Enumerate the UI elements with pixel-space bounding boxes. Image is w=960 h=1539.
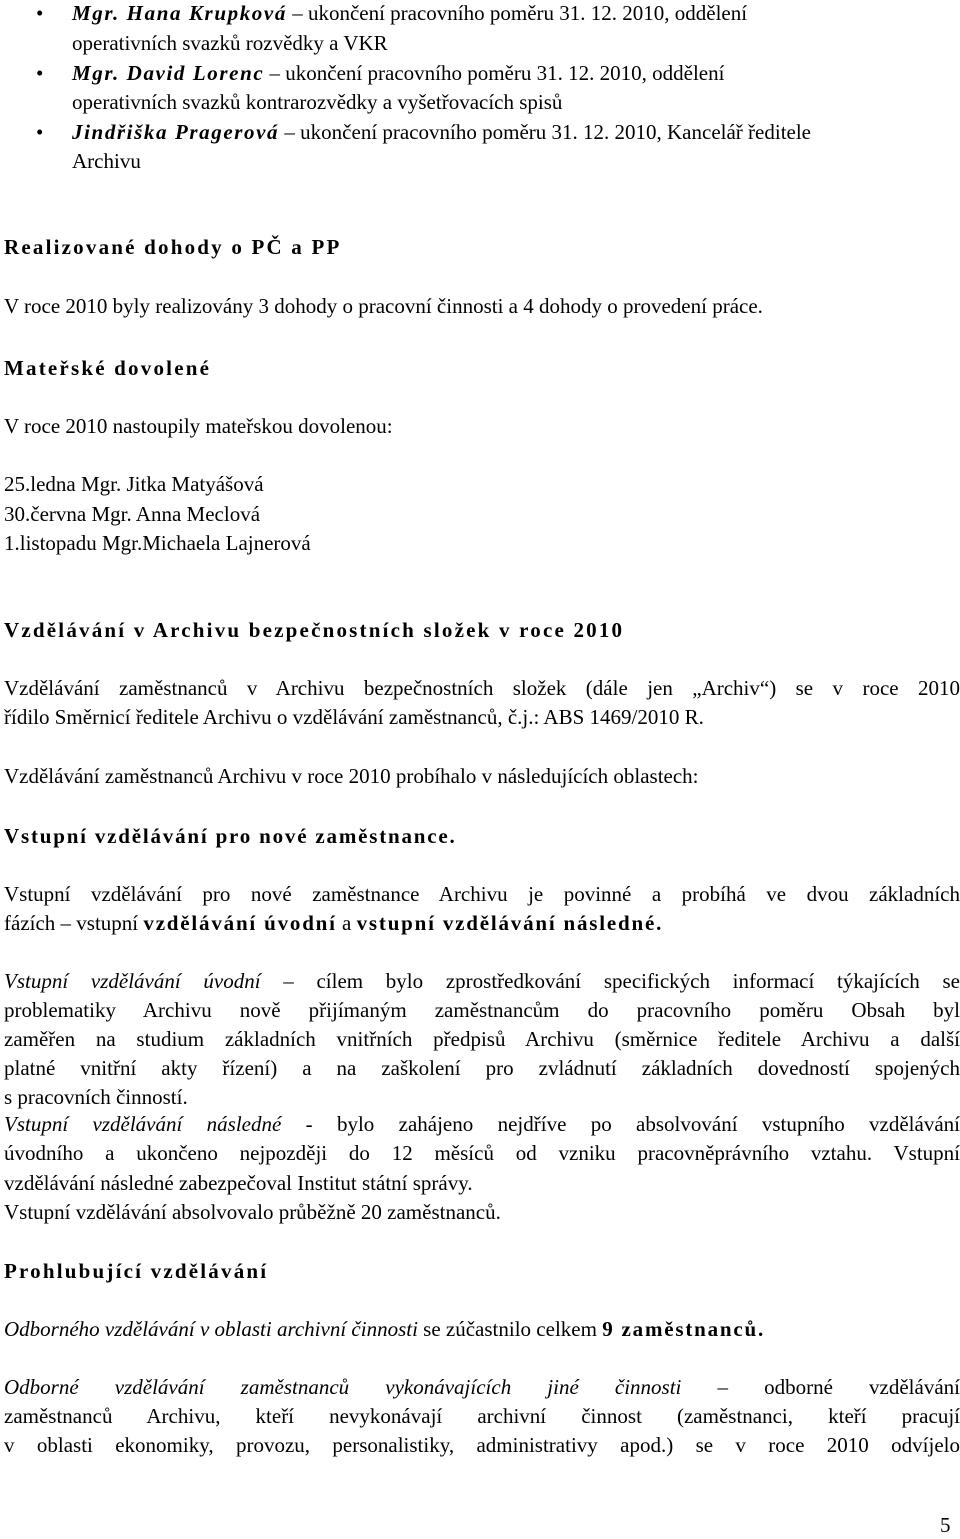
section-heading-prohlubujici: Prohlubující vzdělávání <box>4 1259 269 1283</box>
bullet-dot: • <box>36 61 44 85</box>
section-heading-dohody: Realizované dohody o PČ a PP <box>4 235 342 259</box>
uvodni-line2: problematiky Archivu nově přijímaným zaměstnancům do pracovního poměru Obsah byl <box>4 998 960 1022</box>
prohlubujici-p2-line3: v oblasti ekonomiky, provozu, personalistiky, administrativy apod.) se v roce 2010 odvíjelo <box>4 1433 960 1457</box>
text-run: - bylo zahájeno nejdříve po absolvování vstupního vzdělávání <box>281 1112 960 1136</box>
staff-name: Mgr. Hana Krupková <box>72 1 287 25</box>
staff-ending-line-cont: Archivu <box>72 149 141 173</box>
nasledne-line3: vzdělávání následné zabezpečoval Institut státní správy. <box>4 1171 473 1195</box>
bullet-dot: • <box>36 1 44 25</box>
prohlubujici-p2-line1 <box>4 1377 960 1398</box>
section-heading-materske: Mateřské dovolené <box>4 356 212 380</box>
vstupni-p-line1: Vstupní vzdělávání pro nové zaměstnance Archivu je povinné a probíhá ve dvou základních <box>4 882 960 906</box>
term-bold: 9 zaměstnanců. <box>602 1317 766 1341</box>
term-italic: Odborné vzdělávání zaměstnanců vykonávajících jiné činnosti <box>4 1375 682 1399</box>
nasledne-line1 <box>4 1114 960 1135</box>
staff-ending-line <box>72 63 724 84</box>
vstupni-p-line2 <box>4 913 663 934</box>
prohlubujici-p1 <box>4 1319 765 1340</box>
uvodni-line5: s pracovních činností. <box>4 1085 188 1109</box>
section-heading-vzdelavani: Vzdělávání v Archivu bezpečnostních složek v roce 2010 <box>4 618 625 642</box>
nasledne-line4: Vstupní vzdělávání absolvovalo průběžně 20 zaměstnanců. <box>4 1200 501 1224</box>
staff-name: Mgr. David Lorenc <box>72 61 265 85</box>
materske-item: 25.ledna Mgr. Jitka Matyášová <box>4 472 264 496</box>
subheading-vstupni: Vstupní vzdělávání pro nové zaměstnance. <box>4 824 457 848</box>
term-italic: Vstupní vzdělávání úvodní <box>4 969 261 993</box>
bullet-dot: • <box>36 120 44 144</box>
staff-ending-line <box>72 122 811 143</box>
vzdelavani-p2: Vzdělávání zaměstnanců Archivu v roce 2010 probíhalo v následujících oblastech: <box>4 764 699 788</box>
staff-ending-line-cont: operativních svazků rozvědky a VKR <box>72 31 388 55</box>
term-italic: Odborného vzdělávání v oblasti archivní činnosti <box>4 1317 418 1341</box>
uvodni-line4: platné vnitřní akty řízení) a na zaškolení pro zvládnutí základních dovedností spojených <box>4 1056 960 1080</box>
materske-item: 1.listopadu Mgr.Michaela Lajnerová <box>4 531 311 555</box>
text-run: fázích – vstupní <box>4 911 144 935</box>
nasledne-line2: úvodního a ukončeno nejpozději do 12 měsíců od vzniku pracovněprávního vztahu. Vstupní <box>4 1141 960 1165</box>
text-run: se zúčastnilo celkem <box>417 1317 603 1341</box>
text-run: a <box>336 911 357 935</box>
vzdelavani-p1-line1: Vzdělávání zaměstnanců v Archivu bezpečnostních složek (dále jen „Archiv“) se v roce 2010 <box>4 676 960 700</box>
staff-ending-line-cont: operativních svazků kontrarozvědky a vyšetřovacích spisů <box>72 90 563 114</box>
page-number: 5 <box>940 1513 951 1537</box>
uvodni-line3: zaměřen na studium základních vnitřních předpisů Archivu (směrnice ředitele Archivu a další <box>4 1027 960 1051</box>
vzdelavani-p1-line2: řídilo Směrnicí ředitele Archivu o vzdělávání zaměstnanců, č.j.: ABS 1469/2010 R. <box>4 705 704 729</box>
staff-ending-line <box>72 3 747 24</box>
staff-ending-text: – ukončení pracovního poměru 31. 12. 2010, oddělení <box>264 61 725 85</box>
prohlubujici-p2-line2: zaměstnanců Archivu, kteří nevykonávají archivní činnost (zaměstnanci, kteří pracují <box>4 1404 960 1428</box>
materske-intro: V roce 2010 nastoupily mateřskou dovolenou: <box>4 414 393 438</box>
dohody-text: V roce 2010 byly realizovány 3 dohody o pracovní činnosti a 4 dohody o provedení práce. <box>4 294 763 318</box>
staff-ending-text: – ukončení pracovního poměru 31. 12. 2010, oddělení <box>286 1 748 25</box>
text-run: – cílem bylo zprostředkování specifických informací týkajících se <box>260 969 960 993</box>
uvodni-line1 <box>4 971 960 992</box>
term-bold: vstupní vzdělávání následné. <box>356 911 664 935</box>
term-bold: vzdělávání úvodní <box>143 911 337 935</box>
staff-name: Jindřiška Pragerová <box>72 120 280 144</box>
term-italic: Vstupní vzdělávání následné <box>4 1112 282 1136</box>
staff-ending-text: – ukončení pracovního poměru 31. 12. 2010, Kancelář ředitele <box>279 120 812 144</box>
materske-item: 30.června Mgr. Anna Meclová <box>4 502 261 526</box>
text-run: – odborné vzdělávání <box>681 1375 960 1399</box>
